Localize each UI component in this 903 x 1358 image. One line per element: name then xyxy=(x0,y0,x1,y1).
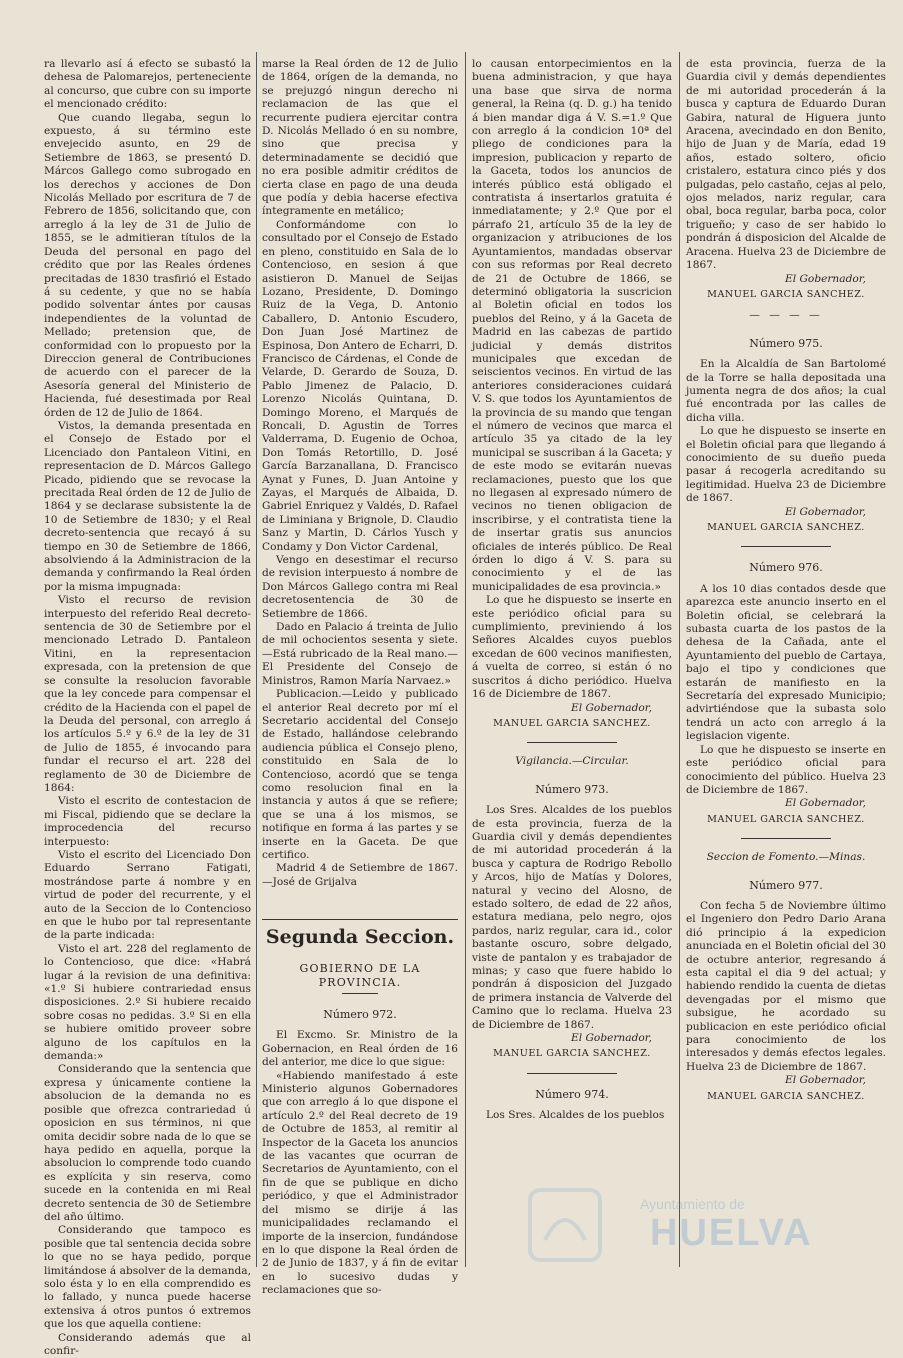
section-label: Vigilancia.—Circular. xyxy=(515,755,629,768)
gobierno-heading: GOBIERNO DE LA PROVINCIA. xyxy=(299,962,421,989)
paragraph: Considerando además que al confir- xyxy=(44,1331,251,1357)
paragraph: Que cuando llegaba, segun lo expuesto, á su término este envejecido asunto, en 29 de Setiembre de 1863, se presentó D. Márcos Gallego como subrogado en los derechos y acciones de Don Nicolás Mellado por escritura de 7 de Febrero de 1856, solicitando que, con arreglo á la ley de 31 de Julio de 1855, se le admitieran títulos de la Deuda del personal en pago del crédito que por las Reales órdenes precitadas de 1830 trasfirió el Estado á su cedente, y que no se había podido solventar ántes por causas independientes de la voluntad de Mellado; pretension que, de conformidad con lo propuesto por la Direccion general de Contribuciones de acuerdo con el parecer de la Asesoría general del Ministerio de Hacienda, fué desestimada por Real órden de 12 de Julio de 1864. xyxy=(44,111,251,419)
divider xyxy=(342,993,378,994)
paragraph: Visto el escrito de contestacion de mi Fiscal, pidiendo que se declare la improcedencia del recurso interpuesto: xyxy=(44,795,251,848)
paragraph: Vengo en desestimar el recurso de revision interpuesto á nombre de Don Márcos Gallego contra mi Real decretosentencia de 30 de Setiembre de 1866. xyxy=(262,554,458,620)
paragraph: Vistos, la demanda presentada en el Consejo de Estado por el Licenciado don Pantaleon Vitini, en representacion de D. Márcos Gallego Picado, pidiendo que se revocase la precitada Real órden de 12 de Julio de 1864 y se declarase subsistente la de 10 de Setiembre de 1830; y el Real decreto-sentencia que recayó á su tiempo en 30 de Setiembre de 1866, absolviendo á la Administracion de la demanda y confirmando la Real órden por la misma impugnada: xyxy=(44,419,251,593)
divider xyxy=(741,838,831,839)
signature-title: El Gobernador, xyxy=(570,1032,652,1045)
paragraph: Considerando que la sentencia que expresa y únicamente contiene la absolucion de la demanda no es posible que ofrezca contrariedad ú oposicion en sus términos, ni que omita decidir sobre nada de lo que se haya pedido en aquella, porque la absolucion lo comprende todo cuando es explícita y sin reserva, como sucede en la contenida en mi Real decreto sentencia de 30 de Setiembre del año último. xyxy=(44,1063,251,1223)
column-4 xyxy=(686,58,886,1107)
notice-number: Número 973. xyxy=(535,782,609,796)
paragraph: Conformándome con lo consultado por el Consejo de Estado en pleno, constituido en Sala de lo Contencioso, en sesion á que asistieron D. Manuel de Seijas Lozano, Presidente, D. Domingo Ruiz de la Vega, D. Antonio Caballero, D. Antonio Escudero, Don Juan José Martinez de Espinosa, Don Antero de Echarri, D. Francisco de Cárdenas, el Conde de Velarde, D. Gerardo de Souza, D. Pablo Jimenez de Palacio, D. Lorenzo Nicolás Quintana, D. Domingo Moreno, el Marqués de Roncali, D. Agustin de Torres Valderrama, D. Eugenio de Ochoa, Don Tomás Retortillo, D. José García Barzanallana, D. Francisco Aynat y Funes, D. Juan Antoine y Zayas, el Marqués de Albaida, D. Gabriel Enriquez y Valdés, D. Rafael de Liminiana y Brignole, D. Claudio Sanz y Martin, D. Cárlos Yusch y Condamy y Don Victor Cardenal, xyxy=(262,218,458,553)
divider xyxy=(527,1073,617,1074)
paragraph: Visto el art. 228 del reglamento de lo Contencioso, que dice: «Habrá lugar á la revision de una definitiva: «1.º Si hubiere contrariedad ensus disposiciones. 2.º Si hubiere recaido sobre cosas no pedidas. 3.º Si en ella se hubiere omitido proveer sobre alguno de los capítulos en la demanda:» xyxy=(44,942,251,1063)
paragraph: Con fecha 5 de Noviembre último el Ingeniero don Pedro Dario Arana dió principio á la expedicion anunciada en el Boletin oficial del 30 de octubre anterior, regresando á esta capital el dia 9 del actual; y habiendo rendido la cuenta de dietas devengadas por el mismo que subsigue, he acordado su publicacion en este periódico oficial para conocimiento de los interesados y demás efectos legales. Huelva 23 de Diciembre de 1867. xyxy=(686,899,886,1073)
notice-number: Número 977. xyxy=(749,878,823,892)
signature-name: MANUEL GARCIA SANCHEZ. xyxy=(493,717,651,729)
signature-name: MANUEL GARCIA SANCHEZ. xyxy=(707,522,865,533)
section-label: Seccion de Fomento.—Minas. xyxy=(706,851,866,864)
signature-name: MANUEL GARCIA SANCHEZ. xyxy=(707,813,865,825)
paragraph: Lo que he dispuesto se inserte en este periódico oficial para su cumplimiento, previniendo á los Señores Alcaldes cuyos pueblos excedan de 600 vecinos manifiesten, á vuelta de correo, si están ó no suscritos á dicho periódico. Huelva 16 de Diciembre de 1867. xyxy=(472,594,672,701)
signature-name: MANUEL GARCIA SANCHEZ. xyxy=(707,1090,865,1102)
notice-number: Número 972. xyxy=(323,1008,397,1021)
paragraph: Lo que he dispuesto se inserte en el Boletin oficial para que llegando á conocimiento de su dueño pueda pasar á recogerla acreditando su legitimidad. Huelva 23 de Diciembre de 1867. xyxy=(686,425,886,505)
signature-title: El Gobernador, xyxy=(784,1074,866,1087)
column-divider xyxy=(465,52,466,1267)
signature-title: El Gobernador, xyxy=(784,505,866,518)
divider xyxy=(741,546,831,547)
signature-name: MANUEL GARCIA SANCHEZ. xyxy=(707,288,865,300)
paragraph: Visto el escrito del Licenciado Don Eduardo Serrano Fatigati, mostrándose parte á nombre y en virtud de poder del recurrente, y el auto de la Seccion de lo Contencioso en que le hubo por tal representante de la parte indicada: xyxy=(44,848,251,942)
paragraph: lo causan entorpecimientos en la buena administracion, y que haya una base que sirva de norma general, la Reina (q. D. g.) ha tenido á bien mandar diga á V. S.=1.º Que con arreglo á la condicion 10ª del pliego de condiciones para la impresion, publicacion y reparto de la Gaceta, todos los anuncios de interés público está obligado el contratista á insertarlos gratuita é inmediatamente; y 2.º Que por el párrafo 21, artículo 35 de la ley de organizacion y atribuciones de los Ayuntamientos, mandadas observar con sus reformas por Real decreto de 21 de Octubre de 1866, se determinó obligatoria la suscricion al Boletin oficial en todos los pueblos del Reino, y á la Gaceta de Madrid en las cabezas de partido judicial y demás distritos municipales que excedan de seiscientos vecinos. En virtud de las anteriores consideraciones cuidará V. S. que todos los Ayuntamientos de la provincia de su mando que tengan el número de vecinos que marca el artículo 35 ya citado de la ley municipal se suscriban á la Gaceta; y de este modo se evitarán nuevas reclamaciones, puesto que los que no llegasen al expresado número de vecinos no tienen obligacion de inscribirse, y el contratista tiene la de insertar gratis sus anuncios oficiales de interés público. De Real órden lo digo á V. S. para su conocimiento y el de las municipalidades de esa provincia.» xyxy=(472,58,672,593)
paragraph: Visto el recurso de revision interpuesto del referido Real decreto-sentencia de 30 de Setiembre por el mencionado Letrado D. Pantaleon Vitini, en la representacion expresada, con la pretension de que se consulte la resolucion favorable que la ley concede para compensar el crédito de la Hacienda con el papel de la Deuda del personal, con arreglo á los artículos 5.º y 6.º de la ley de 31 de Julio de 1855, é invocando para fundar el recurso el art. 228 del reglamento de 30 de Diciembre de 1864: xyxy=(44,594,251,794)
paragraph: Los Sres. Alcaldes de los pueblos xyxy=(486,1109,665,1122)
paragraph: de esta provincia, fuerza de la Guardia civil y demás dependientes de mi autoridad procederán á la busca y captura de Eduardo Duran Gabira, natural de Higuera junto Aracena, avecindado en don Benito, hijo de Juan y de María, edad 19 años, estado soltero, oficio cristalero, estatura cinco piés y dos pulgadas, pelo castaño, cejas al pelo, ojos melados, nariz regular, cara obal, boca regular, barba poca, color trigueño; y caso de ser habido lo pondrán á disposicion del Alcalde de Aracena. Huelva 23 de Diciembre de 1867. xyxy=(686,58,886,272)
divider xyxy=(527,742,617,743)
paragraph: «Habiendo manifestado á este Ministerio algunos Gobernadores que con arreglo á lo que dispone el artículo 2.º del Real decreto de 19 de Octubre de 1853, al remitir al Inspector de la Gaceta los anuncios de las vacantes que ocurran de Secretarios de Ayuntamiento, con el fin de que se publique en dicho periódico, y que el Administrador del mismo se dirije á las municipalidades reclamando el importe de la insercion, fundándose en lo que dispone la Real órden de 2 de Junio de 1837, y á fin de evitar en lo sucesivo dudas y reclamaciones que so- xyxy=(262,1069,458,1297)
paragraph: A los 10 dias contados desde que aparezca este anuncio inserto en el Boletin oficial, se celebrará la subasta cuarta de los pastos de la dehesa de la Cañada, ante el Ayuntamiento del pueblo de Cartaya, bajo el tipo y condiciones que estarán de manifiesto en la Secretaría del expresado Municipio; advirtiéndose que la subasta solo tendrá un acto con arreglo á la legislacion vigente. xyxy=(686,582,886,743)
paragraph: Considerando que tampoco es posible que tal sentencia decida sobre lo que no se haya pedido, porque limitándose á absolver de la demanda, solo ésta y lo en ella comprendido es lo fallado, y nunca puede hacerse extensiva á otros puntos ó extremos que los que aquella contiene: xyxy=(44,1224,251,1331)
paragraph: Dado en Palacio á treinta de Julio de mil ochocientos sesenta y siete.—Está rubricado de la Real mano.—El Presidente del Consejo de Ministros, Ramon María Narvaez.» xyxy=(262,621,458,687)
paragraph: marse la Real órden de 12 de Julio de 1864, orígen de la demanda, no se prejuzgó ningun derecho ni reclamacion de las que el recurrente pudiera ejercitar contra D. Nicolás Mellado ó en su nombre, sino que precisa y determinadamente se decidió que no era posible admitir créditos de cierta clase en pago de una deuda que podía y debia hacerse efectiva íntegramente en metálico; xyxy=(262,58,458,218)
column-3 xyxy=(472,58,672,1123)
column-divider xyxy=(679,52,680,1267)
signature-title: El Gobernador, xyxy=(784,797,866,810)
divider: — — — — xyxy=(749,309,823,322)
section-title: Segunda Seccion. xyxy=(262,919,458,948)
paragraph: Lo que he dispuesto se inserte en este periódico oficial para conocimiento del público. Huelva 23 de Diciembre de 1867. xyxy=(686,743,886,796)
column-divider xyxy=(256,52,257,1267)
signature-title: El Gobernador, xyxy=(784,272,866,285)
watermark-text: HUELVA xyxy=(650,1212,813,1254)
notice-number: Número 976. xyxy=(749,561,823,575)
paragraph: El Excmo. Sr. Ministro de la Gobernacion, en Real órden de 16 del anterior, me dice lo que sigue: xyxy=(262,1029,458,1069)
paragraph: ra llevarlo así á efecto se subastó la dehesa de Palomarejos, perteneciente al concurso, que cubre con su importe el mencionado crédito: xyxy=(44,58,251,111)
paragraph: Los Sres. Alcaldes de los pueblos de esta provincia, fuerza de la Guardia civil y demás dependientes de mi autoridad procederán á la busca y captura de Rodrigo Rebollo y Arcos, hijo de Matías y Dolores, natural y vecino del Alosno, de estado soltero, de edad de 22 años, estatura mediana, pelo negro, ojos pardos, nariz regular, cara id., color bastante oscuro, sobre delgado, viste de pantalon y es trabajador de minas; y caso que fuere habido lo pondrán á disposicion del Juzgado de primera instancia de Valverde del Camino que lo reclama. Huelva 23 de Diciembre de 1867. xyxy=(472,804,672,1031)
date-line: Madrid 4 de Setiembre de 1867.—José de Grijalva xyxy=(262,862,458,888)
column-1 xyxy=(44,58,251,1358)
paragraph: Publicacion.—Leido y publicado el anterior Real decreto por mí el Secretario accidental del Consejo de Estado, hallándose celebrando audiencia pública el Consejo pleno, constituido en Sala de lo Contencioso, acordó que se tenga como resolucion final en la instancia y autos á que se refiere; que se una á los mismos, se notifique en forma á las partes y se inserte en la Gaceta. De que certifico. xyxy=(262,688,458,861)
notice-number: Número 975. xyxy=(749,336,823,350)
column-2 xyxy=(262,58,458,1298)
paragraph: En la Alcaldía de San Bartolomé de la Torre se halla depositada una jumenta negra de dos años; la cual fué encontrada por las calles de dicha villa. xyxy=(686,358,886,424)
notice-number: Número 974. xyxy=(535,1087,609,1101)
watermark-subtext: Ayuntamiento de xyxy=(640,1196,745,1212)
signature-title: El Gobernador, xyxy=(570,701,652,714)
signature-name: MANUEL GARCIA SANCHEZ. xyxy=(493,1048,651,1060)
